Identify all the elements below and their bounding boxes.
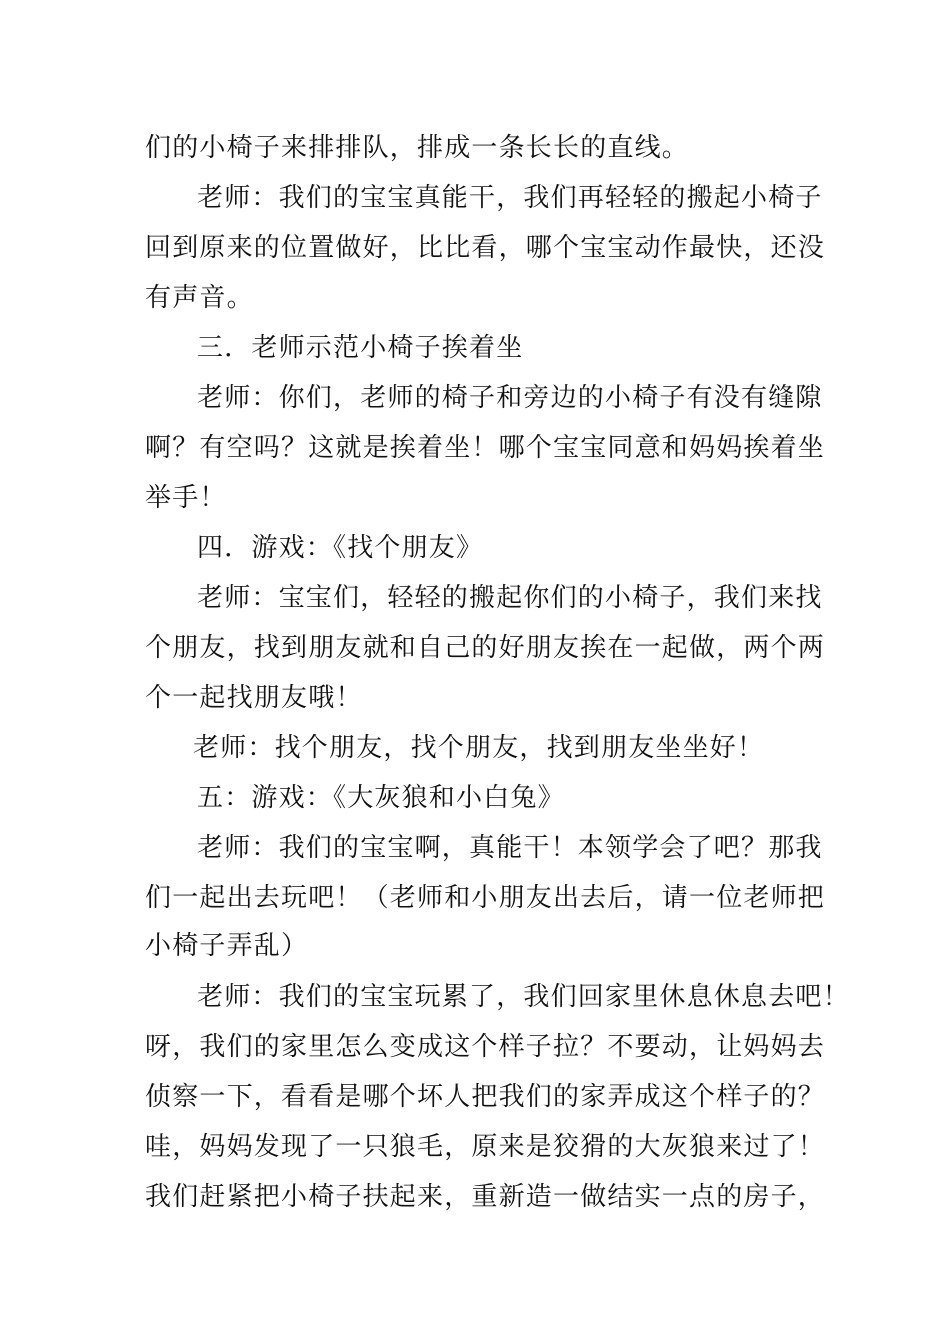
text-line: 们的小椅子来排排队，排成一条长长的直线。 — [145, 133, 690, 163]
text-line: 哇，妈妈发现了一只狼毛，原来是狡猾的大灰狼来过了！ — [145, 1132, 826, 1162]
text-line: 老师：我们的宝宝玩累了，我们回家里休息休息去吧！ — [197, 982, 850, 1012]
text-line: 回到原来的位置做好，比比看，哪个宝宝动作最快，还没 — [145, 233, 826, 263]
text-line: 老师：我们的宝宝啊，真能干！本领学会了吧？那我 — [197, 833, 823, 863]
text-line: 个一起找朋友哦！ — [145, 683, 363, 713]
text-line: 我们赶紧把小椅子扶起来，重新造一做结实一点的房子， — [145, 1182, 826, 1212]
text-line: 老师：我们的宝宝真能干，我们再轻轻的搬起小椅子 — [197, 183, 823, 213]
text-line: 呀，我们的家里怎么变成这个样子拉？不要动，让妈妈去 — [145, 1032, 826, 1062]
section-heading: 三．老师示范小椅子挨着坐 — [197, 333, 524, 363]
section-heading: 五：游戏：《大灰狼和小白兔》 — [197, 783, 565, 813]
text-line: 个朋友，找到朋友就和自己的好朋友挨在一起做，两个两 — [145, 633, 826, 663]
text-line: 侦察一下，看看是哪个坏人把我们的家弄成这个样子的？ — [145, 1082, 826, 1112]
text-line: 啊？有空吗？这就是挨着坐！哪个宝宝同意和妈妈挨着坐 — [145, 433, 826, 463]
text-line: 老师：你们，老师的椅子和旁边的小椅子有没有缝隙 — [197, 383, 823, 413]
text-line: 们一起出去玩吧！（老师和小朋友出去后，请一位老师把 — [145, 883, 826, 913]
text-line: 老师：找个朋友，找个朋友，找到朋友坐坐好！ — [193, 733, 765, 763]
text-line: 老师：宝宝们，轻轻的搬起你们的小椅子，我们来找 — [197, 583, 823, 613]
text-line: 举手！ — [145, 483, 227, 513]
section-heading: 四．游戏：《找个朋友》 — [197, 533, 484, 563]
text-line: 小椅子弄乱） — [145, 931, 309, 961]
text-line: 有声音。 — [145, 283, 254, 313]
